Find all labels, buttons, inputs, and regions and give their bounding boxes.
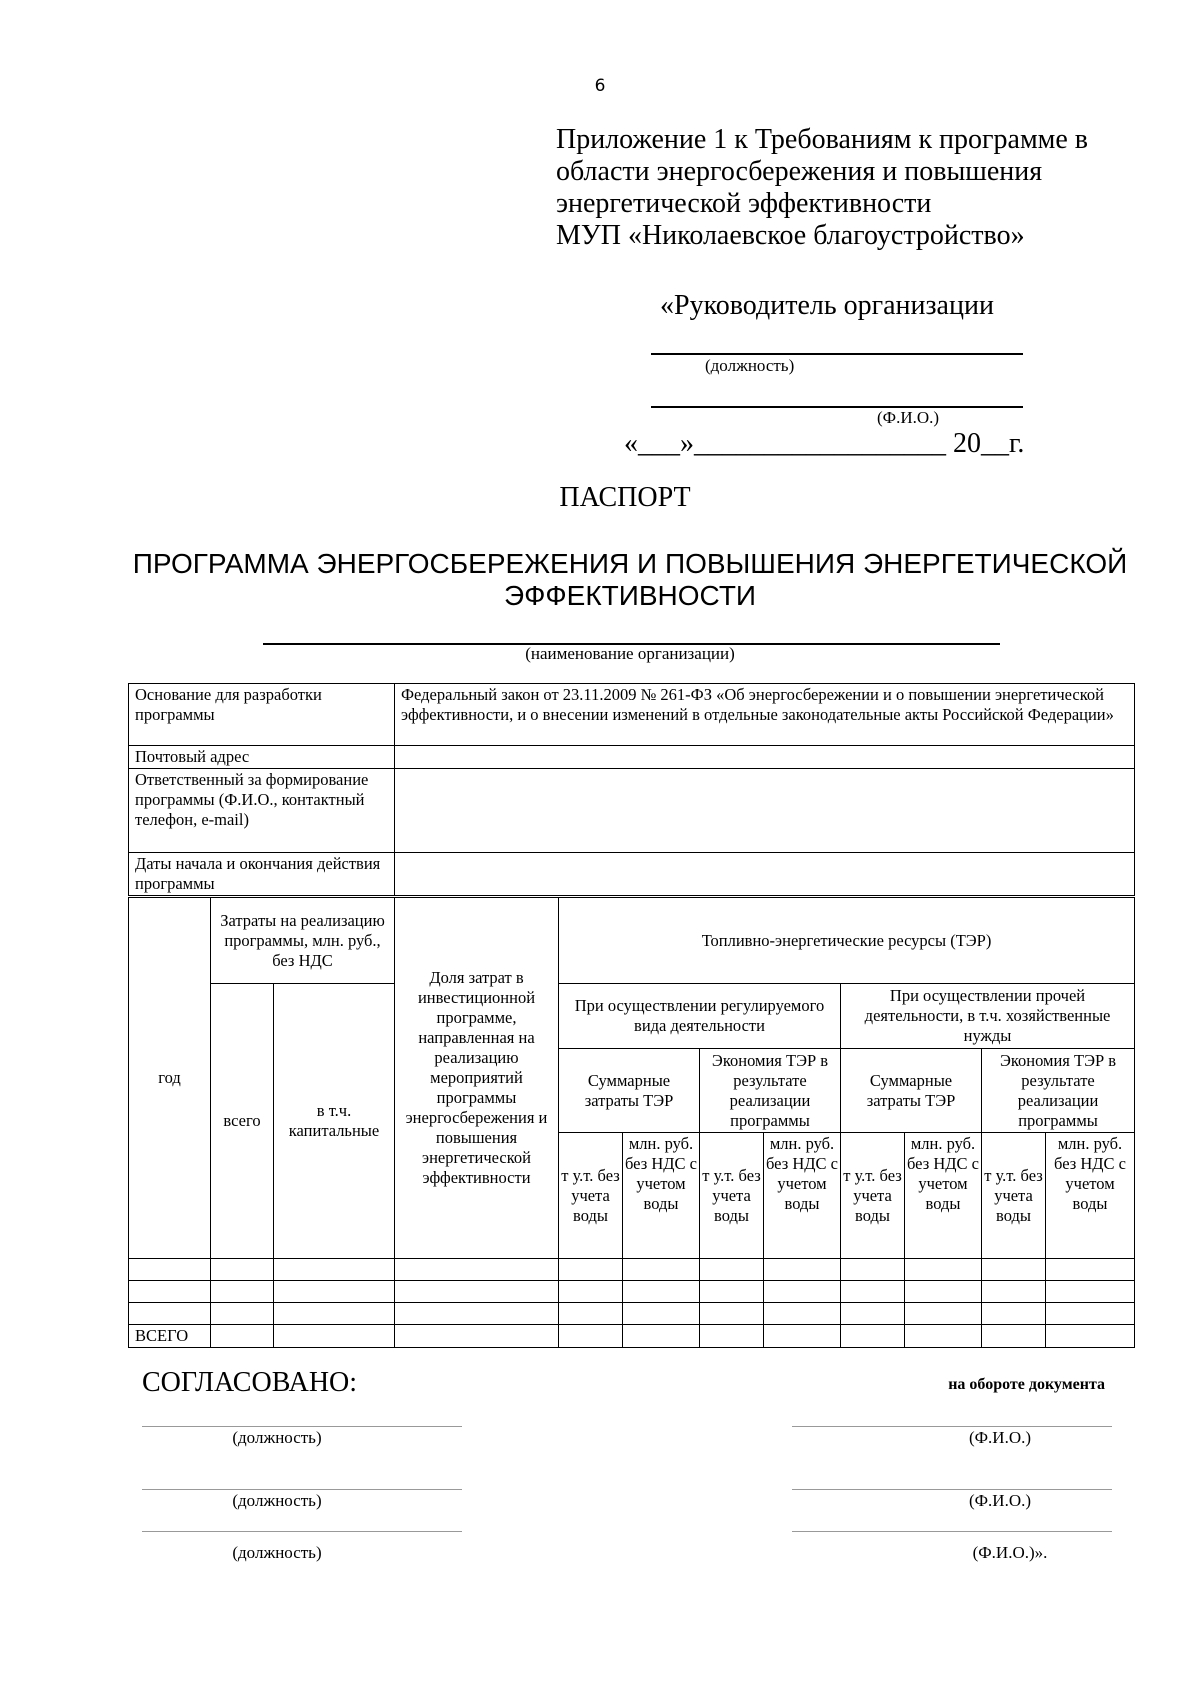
head-label: «Руководитель организации (660, 290, 994, 321)
unit-header: т у.т. без учета воды (700, 1133, 764, 1259)
reverse-note: на обороте документа (948, 1376, 1105, 1393)
info-row (129, 769, 1135, 853)
other-header: При осуществлении прочей деятельности, в т.ч. хозяйственные нужды (841, 984, 1135, 1049)
page-number: 6 (594, 76, 606, 96)
passport-title: ПАСПОРТ (559, 482, 691, 513)
signature-line (792, 1489, 1112, 1490)
info-value (395, 769, 1135, 853)
position-caption: (должность) (705, 356, 795, 375)
total-row (129, 1325, 1135, 1348)
info-row (129, 684, 1135, 746)
unit-header: млн. руб. без НДС с учетом воды (764, 1133, 841, 1259)
signature-line (142, 1426, 462, 1427)
unit-header: т у.т. без учета воды (559, 1133, 623, 1259)
approval-date: «___»__________________ 20__г. (624, 428, 1025, 459)
unit-header: т у.т. без учета воды (841, 1133, 905, 1259)
total-row-label: ВСЕГО (129, 1325, 211, 1348)
position-caption: (должность) (232, 1491, 322, 1510)
table-row (129, 1303, 1135, 1325)
year-header: год (129, 898, 211, 1259)
info-row (129, 853, 1135, 896)
info-row (129, 746, 1135, 769)
org-name-caption: (наименование организации) (525, 644, 735, 663)
table-row (129, 1259, 1135, 1281)
agreed-title: СОГЛАСОВАНО: (142, 1367, 358, 1398)
economy-header: Экономия ТЭР в результате реализации программы (982, 1049, 1135, 1133)
program-title-line: ЭФФЕКТИВНОСТИ (503, 580, 757, 611)
fio-caption: (Ф.И.О.) (877, 408, 940, 427)
info-table (128, 683, 1135, 896)
info-label: Основание для разработки программы (129, 684, 395, 746)
program-title (130, 548, 1130, 612)
position-line (651, 353, 1023, 355)
signature-line (792, 1426, 1112, 1427)
info-value: Федеральный закон от 23.11.2009 № 261-ФЗ «Об энергосбережении и о повышении энергетической эффективности, и о внесении изменений в отдельные законодательные акты Российской Федерации» (395, 684, 1135, 746)
fio-line (651, 406, 1023, 408)
unit-header: млн. руб. без НДС с учетом воды (905, 1133, 982, 1259)
signature-line (142, 1489, 462, 1490)
info-value (395, 853, 1135, 896)
position-caption: (должность) (232, 1543, 322, 1562)
table-row (129, 1281, 1135, 1303)
appendix-line: области энергосбережения и повышения (556, 156, 1043, 187)
info-label: Ответственный за формирование программы (Ф.И.О., контактный телефон, e-mail) (129, 769, 395, 853)
share-header: Доля затрат в инвестиционной программе, направленная на реализацию мероприятий программы энергосбережения и повышения энергетической эффективности (395, 898, 559, 1259)
unit-header: млн. руб. без НДС с учетом воды (623, 1133, 700, 1259)
unit-header: т у.т. без учета воды (982, 1133, 1046, 1259)
capital-header: в т.ч. капитальные (274, 984, 395, 1259)
appendix-line: МУП «Николаевское благоустройство» (556, 220, 1025, 251)
economy-header: Экономия ТЭР в результате реализации программы (700, 1049, 841, 1133)
fio-caption-last: (Ф.И.О.)». (972, 1543, 1048, 1562)
total-header: всего (211, 984, 274, 1259)
info-label: Даты начала и окончания действия программы (129, 853, 395, 896)
regulated-header: При осуществлении регулируемого вида деятельности (559, 984, 841, 1049)
costs-group-header: Затраты на реализацию программы, млн. руб., без НДС (211, 898, 395, 984)
unit-header: млн. руб. без НДС с учетом воды (1046, 1133, 1135, 1259)
signature-line (142, 1531, 462, 1532)
signature-line (792, 1531, 1112, 1532)
info-value (395, 746, 1135, 769)
appendix-line: Приложение 1 к Требованиям к программе в (556, 124, 1089, 155)
info-label: Почтовый адрес (129, 746, 395, 769)
fio-caption: (Ф.И.О.) (968, 1428, 1032, 1447)
ter-header: Топливно-энергетические ресурсы (ТЭР) (559, 898, 1135, 984)
fio-caption: (Ф.И.О.) (968, 1491, 1032, 1510)
indicators-table (128, 897, 1135, 1348)
program-title-line: ПРОГРАММА ЭНЕРГОСБЕРЕЖЕНИЯ И ПОВЫШЕНИЯ ЭНЕРГЕТИЧЕСКОЙ (132, 548, 1128, 579)
appendix-line: энергетической эффективности (556, 188, 932, 219)
appendix-header (556, 124, 1156, 252)
position-caption: (должность) (232, 1428, 322, 1447)
sum-costs-header: Суммарные затраты ТЭР (841, 1049, 982, 1133)
sum-costs-header: Суммарные затраты ТЭР (559, 1049, 700, 1133)
